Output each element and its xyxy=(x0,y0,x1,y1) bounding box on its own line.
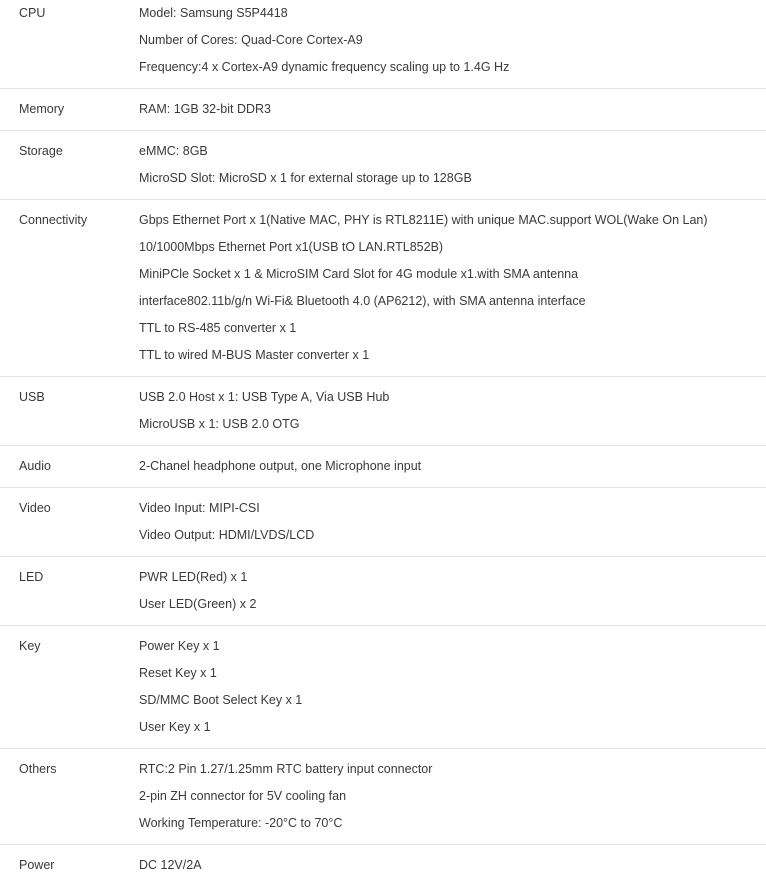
spec-values xyxy=(139,633,766,741)
spec-row-video xyxy=(0,488,766,557)
spec-value: 2-pin ZH connector for 5V cooling fan xyxy=(139,789,347,803)
spec-value: User Key x 1 xyxy=(139,720,211,734)
spec-value: MiniPCle Socket x 1 & MicroSIM Card Slot for 4G module x1.with SMA antenna xyxy=(139,267,579,281)
spec-values xyxy=(139,495,766,549)
spec-value: SD/MMC Boot Select Key x 1 xyxy=(139,693,303,707)
spec-values xyxy=(139,453,766,480)
spec-value: eMMC: 8GB xyxy=(139,144,208,158)
spec-value: Video Input: MIPI-CSI xyxy=(139,501,260,515)
spec-value: Frequency:4 x Cortex-A9 dynamic frequency scaling up to 1.4G Hz xyxy=(139,60,510,74)
spec-label: Power xyxy=(19,858,55,872)
spec-value: RAM: 1GB 32-bit DDR3 xyxy=(139,102,271,116)
spec-value: Gbps Ethernet Port x 1(Native MAC, PHY is RTL8211E) with unique MAC.support WOL(Wake On Lan) xyxy=(139,213,708,227)
spec-values xyxy=(139,852,766,879)
spec-value: Power Key x 1 xyxy=(139,639,220,653)
spec-label: Audio xyxy=(19,459,51,473)
spec-value: RTC:2 Pin 1.27/1.25mm RTC battery input connector xyxy=(139,762,433,776)
spec-values xyxy=(139,564,766,618)
spec-row-led xyxy=(0,557,766,626)
spec-label: CPU xyxy=(19,6,46,20)
spec-label: Memory xyxy=(19,102,65,116)
spec-value: MicroUSB x 1: USB 2.0 OTG xyxy=(139,417,300,431)
spec-value: Model: Samsung S5P4418 xyxy=(139,6,288,20)
spec-label: Key xyxy=(19,639,41,653)
spec-row-power xyxy=(0,845,766,879)
spec-value: TTL to wired M-BUS Master converter x 1 xyxy=(139,348,370,362)
spec-value: interface802.11b/g/n Wi-Fi& Bluetooth 4.0 (AP6212), with SMA antenna interface xyxy=(139,294,586,308)
spec-value: 2-Chanel headphone output, one Microphone input xyxy=(139,459,422,473)
spec-row-others xyxy=(0,749,766,845)
spec-value: USB 2.0 Host x 1: USB Type A, Via USB Hub xyxy=(139,390,390,404)
spec-row-key xyxy=(0,626,766,749)
spec-row-memory xyxy=(0,89,766,131)
spec-value: MicroSD Slot: MicroSD x 1 for external storage up to 128GB xyxy=(139,171,472,185)
spec-value: Number of Cores: Quad-Core Cortex-A9 xyxy=(139,33,363,47)
spec-value: TTL to RS-485 converter x 1 xyxy=(139,321,297,335)
spec-values xyxy=(139,384,766,438)
spec-values xyxy=(139,0,766,81)
spec-row-storage xyxy=(0,131,766,200)
spec-row-cpu xyxy=(0,0,766,89)
spec-value: PWR LED(Red) x 1 xyxy=(139,570,248,584)
spec-value: Video Output: HDMI/LVDS/LCD xyxy=(139,528,315,542)
spec-values xyxy=(139,207,766,369)
spec-value: User LED(Green) x 2 xyxy=(139,597,257,611)
spec-values xyxy=(139,96,766,123)
spec-values xyxy=(139,138,766,192)
spec-row-usb xyxy=(0,377,766,446)
spec-label: Connectivity xyxy=(19,213,88,227)
spec-label: LED xyxy=(19,570,44,584)
spec-label: Others xyxy=(19,762,57,776)
spec-label: Storage xyxy=(19,144,63,158)
spec-row-audio xyxy=(0,446,766,488)
spec-value: Working Temperature: -20°C to 70°C xyxy=(139,816,343,830)
spec-label: USB xyxy=(19,390,45,404)
spec-values xyxy=(139,756,766,837)
spec-value: DC 12V/2A xyxy=(139,858,202,872)
spec-row-connectivity xyxy=(0,200,766,377)
spec-value: 10/1000Mbps Ethernet Port x1(USB tO LAN.RTL852B) xyxy=(139,240,444,254)
spec-value: Reset Key x 1 xyxy=(139,666,217,680)
spec-label: Video xyxy=(19,501,51,515)
